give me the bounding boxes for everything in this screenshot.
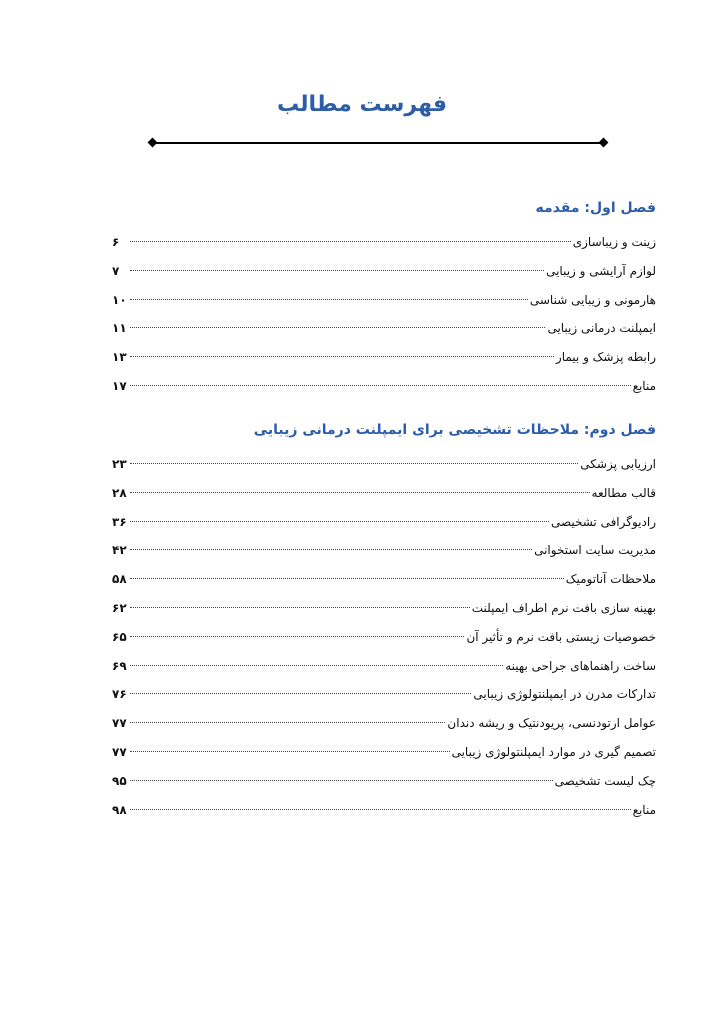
toc-entry-page-number: ۹۸ xyxy=(112,802,127,817)
chapter-2-heading[interactable]: فصل دوم: ملاحظات تشخیصی برای ایمپلنت درمانی زیبایی xyxy=(253,422,656,438)
toc-entry[interactable] xyxy=(112,372,656,401)
toc-entry[interactable] xyxy=(112,709,656,738)
toc-entry[interactable] xyxy=(112,680,656,709)
toc-entry[interactable] xyxy=(112,738,656,767)
dot-leader xyxy=(130,636,464,637)
toc-entry[interactable] xyxy=(112,796,656,825)
toc-entry-title: عوامل ارتودنسی، پریودنتیک و ریشه دندان xyxy=(447,716,656,731)
divider-diamond-left xyxy=(148,138,158,148)
dot-leader xyxy=(130,385,631,386)
toc-entry-page-number: ۲۸ xyxy=(112,485,127,500)
toc-entry-title: لوازم آرایشی و زیبایی xyxy=(546,263,656,278)
toc-entry-page-number: ۶۲ xyxy=(112,600,127,615)
divider-diamond-right xyxy=(599,138,609,148)
toc-entry-page-number: ۳۶ xyxy=(112,514,127,529)
toc-entry-page-number: ۷ xyxy=(112,263,120,278)
toc-entry-title: رابطه پزشک و بیمار xyxy=(555,350,656,365)
toc-entry-page-number: ۹۵ xyxy=(112,773,127,788)
toc-entry-title: خصوصیات زیستی بافت نرم و تأثیر آن xyxy=(466,629,656,644)
page-title: فهرست مطالب xyxy=(276,92,448,117)
toc-entry-title: تدارکات مدرن در ایمپلنتولوژی زیبایی xyxy=(473,687,656,702)
toc-entry-page-number: ۱۷ xyxy=(112,378,127,393)
dot-leader xyxy=(130,463,578,464)
toc-entry[interactable] xyxy=(112,479,656,508)
dot-leader xyxy=(130,241,571,242)
toc-entry-page-number: ۵۸ xyxy=(112,572,127,587)
toc-entry-title: ایمپلنت درمانی زیبایی xyxy=(547,321,656,336)
toc-entry-page-number: ۴۲ xyxy=(112,543,127,558)
toc-entry-page-number: ۷۷ xyxy=(112,744,127,759)
toc-entry-page-number: ۶۵ xyxy=(112,629,127,644)
toc-entry[interactable] xyxy=(112,536,656,565)
toc-entry-title: مدیریت سایت استخوانی xyxy=(534,543,656,558)
dot-leader xyxy=(130,492,590,493)
toc-entry[interactable] xyxy=(112,343,656,372)
chapter-1-section xyxy=(112,196,656,401)
toc-entry-title: ارزیابی پزشکی xyxy=(580,457,656,471)
chapter-2-section xyxy=(112,418,656,824)
toc-entry-page-number: ۷۶ xyxy=(112,687,127,702)
dot-leader xyxy=(130,299,528,300)
dot-leader xyxy=(130,521,549,522)
toc-entry-title: منابع xyxy=(632,802,656,817)
toc-entry[interactable] xyxy=(112,767,656,796)
toc-entry[interactable] xyxy=(112,286,656,315)
toc-entry-page-number: ۱۳ xyxy=(112,350,127,365)
dot-leader xyxy=(130,693,471,694)
title-divider xyxy=(152,142,604,144)
toc-entry[interactable] xyxy=(112,508,656,537)
dot-leader xyxy=(130,780,553,781)
toc-entry-title: هارمونی و زیبایی شناسی xyxy=(529,292,656,307)
toc-entry-page-number: ۶ xyxy=(112,235,120,249)
toc-entry-title: منابع xyxy=(632,378,656,393)
dot-leader xyxy=(130,549,532,550)
dot-leader xyxy=(130,327,545,328)
toc-entry[interactable] xyxy=(112,652,656,681)
toc-entry[interactable] xyxy=(112,623,656,652)
toc-entry[interactable] xyxy=(112,314,656,343)
toc-entry-title: زینت و زیباسازی xyxy=(572,235,656,249)
toc-entry-page-number: ۱۰ xyxy=(112,292,127,307)
toc-entry-page-number: ۶۹ xyxy=(112,658,127,673)
toc-entry[interactable] xyxy=(112,594,656,623)
toc-entry-title: بهینه سازی بافت نرم اطراف ایمپلنت xyxy=(471,600,656,615)
dot-leader xyxy=(130,607,470,608)
toc-entry-title: ساخت راهنماهای جراحی بهینه xyxy=(505,658,656,673)
toc-entry-title: تصمیم گیری در موارد ایمپلنتولوژی زیبایی xyxy=(451,744,656,759)
toc-entry-title: چک لیست تشخیصی xyxy=(554,773,656,788)
toc-entry-page-number: ۱۱ xyxy=(112,321,127,336)
toc-entry[interactable] xyxy=(112,565,656,594)
dot-leader xyxy=(130,578,564,579)
toc-entry-page-number: ۲۳ xyxy=(112,457,127,471)
dot-leader xyxy=(130,751,450,752)
dot-leader xyxy=(130,270,544,271)
dot-leader xyxy=(130,356,554,357)
dot-leader xyxy=(130,809,631,810)
chapter-1-heading[interactable]: فصل اول: مقدمه xyxy=(535,200,656,216)
chapter-1-toc-list xyxy=(112,228,656,401)
toc-entry[interactable] xyxy=(112,257,656,286)
toc-entry-title: قالب مطالعه xyxy=(591,485,656,500)
toc-entry-title: رادیوگرافی تشخیصی xyxy=(550,514,656,529)
toc-entry-title: ملاحظات آناتومیک xyxy=(565,572,656,587)
dot-leader xyxy=(130,722,445,723)
chapter-2-toc-list xyxy=(112,450,656,824)
toc-entry-page-number: ۷۷ xyxy=(112,716,127,731)
toc-entry[interactable] xyxy=(112,228,656,257)
dot-leader xyxy=(130,665,503,666)
toc-entry[interactable] xyxy=(112,450,656,479)
